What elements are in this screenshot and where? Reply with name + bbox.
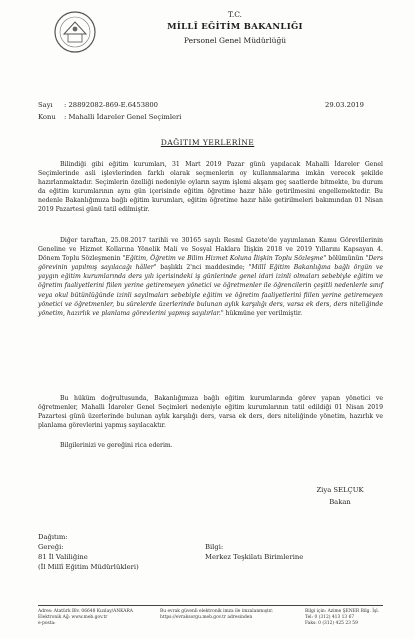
paragraph-2-quote-b: Ders görevinin yapılmış sayılacağı hâller (38, 255, 383, 272)
sayi-value: : 28892082-869-E.6453800 (64, 101, 159, 109)
sayi-label: Sayı (38, 101, 53, 109)
paragraph-2-text-g: " hükmüne yer verilmiştir. (220, 309, 303, 317)
paragraph-2-quote-c: Millî Eğitim Bakanlığına bağlı örgün ve yaygın eğitim kurumlarında ders yılı içerisindeki iş günlerinde genel idari izinli olmaları sebebiyle eğitim ve öğretim faaliyetlerini fiilen yerine getiremeyen yönetici ve öğretmenler ile öğrencilerin çeşitli nedenlerle sınıf veya okul bütünlüğünde izinli sayılmaları sebebiyle eğitim ve öğretim faaliyetlerini fiilen yerine getiremeyen yönetici ve öğretmenler, bu sürelerde üzerlerinde bulunan aylık karşılığı ders, varsa ek ders, ders niteliğinde yönetim, hazırlık ve planlama görevlerini yapmış sayılırlar. (38, 264, 383, 317)
sayi-row (38, 101, 158, 109)
footer-divider (38, 605, 383, 606)
footer-doc-note: Bu evrak güvenli elektronik imza ile imzalanmıştır. https://evraksorgu.meb.gov.tr adresinden (160, 609, 274, 620)
paragraph-2-quote-a: Eğitim, Öğretim ve Bilim Hizmet Koluna İlişkin Toplu Sözleşme (125, 255, 324, 263)
paragraph-4-text: Bilgilerinizi ve gereğini rica ederim. (60, 442, 173, 449)
paragraph-1-text: Bilindiği gibi eğitim kurumları, 31 Mart 2019 Pazar günü yapılacak Mahalli İdareler Genel Seçimlerinde asli işlevlerinden farklı olarak seçmenlerin oy kullanmalarına imkân verecek şekilde hazırlanmaktadır. Seçimlerin özelliği nedeniyle oyların sayım işlemi akşam geç saatlerde bitmekte, bu durum da eğitim kurumlarının aynı gün içerisinde eğitim öğretime hazır hâle getirilmesini engellemektedir. Bu nedenle Bakanlığımıza bağlı eğitim kurumları, eğitim öğretime hazır hâle getirilmeleri bakımından 01 Nisan 2019 Pazartesi günü tatil edilmiştir. (38, 161, 383, 214)
department-name: Personel Genel Müdürlüğü (183, 36, 287, 45)
footer-middle (160, 609, 300, 621)
paragraph-2-text-c: " bölümünün " (323, 255, 369, 263)
paragraph-3 (38, 394, 383, 430)
paragraph-4 (38, 441, 383, 450)
distribution-block (38, 532, 139, 572)
konu-value: : Mahalli İdareler Genel Seçimleri (64, 113, 182, 121)
paragraph-3-text: Bu hüküm doğrultusunda, Bakanlığımıza bağlı eğitim kurumlarında görev yapan yönetici ve öğretmenler, Mahalli İdareler Genel Seçimleri nedeniyle eğitim kurumlarının tatil edildiği 01 Nisan 2019 Pazartesi günü üzerlerinde bulunan aylık karşılığı ders, varsa ek ders, ders niteliğinde yönetim, hazırlık ve planlama görevlerini yapmış sayılacaktır. (38, 395, 383, 430)
footer-email: e-posta: (38, 621, 56, 626)
bilgi-label: Bilgi: (205, 543, 224, 551)
meb-emblem-icon (53, 10, 97, 54)
paragraph-2-text-a: Diğer taraftan, 25.08.2017 tarihli ve 30165 sayılı Resmî Gazete'de yayımlanan Kamu Görevlilerinin Geneline ve Hizmet Kollarına Yönelik Mali ve Sosyal Haklara İlişkin 2018 ve 2019 Yıllarını Kapsayan 4. Dönem Toplu Sözleşmenin " (38, 237, 383, 263)
ministry-name: MİLLÎ EĞİTİM BAKANLIĞI (167, 22, 303, 32)
gerek-item-1: 81 İl Valiliğine (38, 553, 88, 561)
footer-web: Elektronik Ağ: www.meb.gov.tr (38, 615, 108, 620)
document-date: 29.03.2019 (325, 101, 364, 109)
konu-label: Konu (38, 113, 56, 121)
distribution-heading: Dağıtım: (38, 533, 68, 541)
footer-address: Adres: Atatürk Blv. 06648 Kızılay/ANKARA (38, 609, 133, 614)
signature-title: Bakan (329, 498, 351, 506)
paragraph-2-text-e: " başlıklı 2'nci maddesinde; " (153, 264, 252, 272)
signature-name: Ziya SELÇUK (316, 486, 364, 494)
footer-info: Bilgi için: Azime ŞENER Bilg. İşl. (305, 609, 380, 614)
bilgi-item-1: Merkez Teşkilatı Birimlerine (205, 553, 304, 561)
gerek-item-2: (İl Millî Eğitim Müdürlükleri) (38, 563, 139, 571)
konu-row (38, 113, 181, 121)
footer-tel: Tel: 0 (312) 413 13 67 (305, 615, 355, 620)
bilgi-block (205, 542, 303, 562)
header-tc: T.C. (227, 10, 243, 19)
distribution-title: DAĞITIM YERLERİNE (160, 138, 255, 147)
footer-left (38, 609, 158, 627)
footer-right (305, 609, 385, 627)
gerek-label: Gereği: (38, 543, 64, 551)
footer-fax: Faks: 0 (312) 425 23 59 (305, 621, 358, 626)
paragraph-1 (38, 160, 383, 215)
paragraph-2 (38, 236, 383, 318)
